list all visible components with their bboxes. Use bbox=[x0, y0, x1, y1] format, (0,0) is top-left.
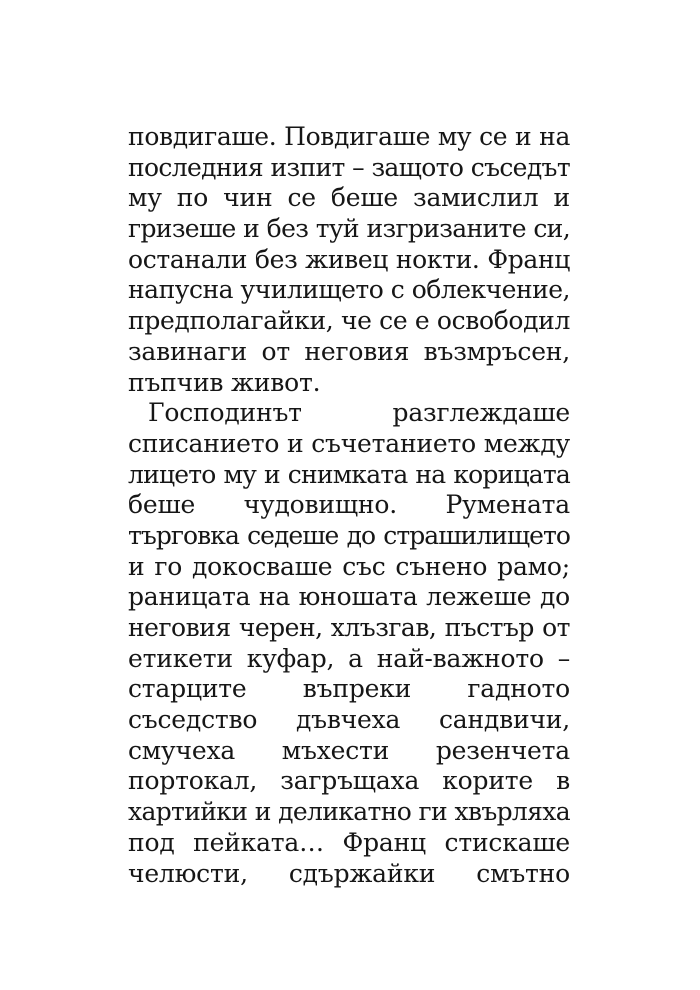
text-line: смучеха мъхести резенчета bbox=[128, 735, 570, 765]
text-line: старците въпреки гадното bbox=[128, 674, 570, 704]
paragraph-first-line: Господинът разглеждаше bbox=[148, 398, 570, 428]
text-line: етикети куфар, а най-важното – bbox=[128, 643, 570, 673]
text-line: и го докосваше със сънено рамо; bbox=[128, 551, 570, 581]
text-line: завинаги от неговия възмръсен, bbox=[128, 336, 570, 366]
paragraph-end-line: пъпчив живот. bbox=[128, 367, 321, 397]
text-line: търговка седеше до страшилището bbox=[128, 520, 570, 550]
text-line: предполагайки, че се е освободил bbox=[128, 306, 570, 336]
text-line: неговия черен, хлъзгав, пъстър от bbox=[128, 613, 570, 642]
text-line: раницата на юношата лежеше до bbox=[128, 582, 570, 612]
text-line: съседство дъвчеха сандвичи, bbox=[128, 705, 570, 735]
text-line: портокал, загръщаха корите в bbox=[128, 766, 570, 796]
text-line: челюсти, сдържайки смътно bbox=[128, 858, 570, 888]
text-line: повдигаше. Повдигаше му се и на bbox=[128, 122, 570, 151]
text-line: хартийки и деликатно ги хвърляха bbox=[128, 797, 570, 827]
text-line: списанието и съчетанието между bbox=[128, 428, 571, 458]
text-line: беше чудовищно. Румената bbox=[128, 490, 570, 520]
text-line: останали без живец нокти. Франц bbox=[128, 244, 570, 274]
body-text bbox=[128, 122, 570, 889]
text-line: напусна училището с облекчение, bbox=[128, 275, 571, 305]
text-line: лицето му и снимката на корицата bbox=[128, 459, 570, 489]
text-line: под пейката… Франц стискаше bbox=[128, 827, 570, 857]
text-line: му по чин се беше замислил и bbox=[128, 183, 570, 213]
text-line: последния изпит – защото съседът bbox=[128, 152, 570, 182]
text-line: гризеше и без туй изгризаните си, bbox=[128, 214, 570, 244]
